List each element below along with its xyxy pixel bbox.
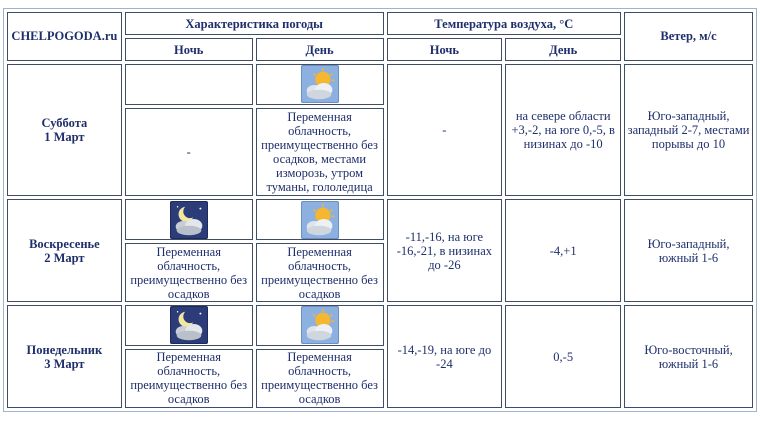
weather-night-header: Ночь: [125, 38, 253, 60]
temp-day-header: День: [505, 38, 621, 60]
day-description: Переменная облачность, преимущественно без осадков, местами изморозь, утром туманы, гололедица: [256, 108, 384, 197]
night-description: -: [125, 108, 253, 197]
day-icon-cell: [256, 305, 384, 346]
partly-cloudy-night-icon: [170, 201, 208, 239]
temp-day-cell: на севере области +3,-2, на юге 0,-5, в низинах до -10: [505, 64, 621, 196]
wind-header: Ветер, м/с: [624, 12, 753, 61]
partly-cloudy-night-icon: [170, 306, 208, 344]
night-icon-cell: [125, 305, 253, 346]
day-name: Суббота: [41, 116, 88, 131]
day-icon-cell: [256, 199, 384, 240]
day-date: 2 Март: [44, 250, 85, 265]
temp-day-cell: 0,-5: [505, 305, 621, 408]
partly-cloudy-day-icon: [301, 65, 339, 103]
day-cell: [7, 64, 122, 196]
temp-night-cell: -11,-16, на юге -16,-21, в низинах до -26: [387, 199, 503, 302]
day-icon-cell: [256, 64, 384, 105]
weather-day-header: День: [256, 38, 384, 60]
night-icon-cell: [125, 199, 253, 240]
forecast-row-saturday: [7, 64, 753, 105]
forecast-row-monday: [7, 305, 753, 346]
wind-cell: Юго-западный, южный 1-6: [624, 199, 753, 302]
night-description: Переменная облачность, преимущественно без осадков: [125, 349, 253, 408]
wind-cell: Юго-западный, западный 2-7, местами порывы до 10: [624, 64, 753, 196]
temp-night-cell: -14,-19, на юге до -24: [387, 305, 503, 408]
night-description: Переменная облачность, преимущественно без осадков: [125, 243, 253, 302]
forecast-row-sunday: [7, 199, 753, 240]
night-icon-cell: [125, 64, 253, 105]
partly-cloudy-day-icon: [301, 201, 339, 239]
temp-night-header: Ночь: [387, 38, 503, 60]
day-cell: [7, 199, 122, 302]
weather-characteristics-header: Характеристика погоды: [125, 12, 384, 35]
day-name: Воскресенье: [29, 236, 100, 251]
wind-cell: Юго-восточный, южный 1-6: [624, 305, 753, 408]
site-brand: CHELPOGODA.ru: [7, 12, 122, 61]
air-temperature-header: Температура воздуха, °С: [387, 12, 622, 35]
day-description: Переменная облачность, преимущественно без осадков: [256, 349, 384, 408]
temp-night-cell: -: [387, 64, 503, 196]
day-date: 3 Март: [44, 356, 85, 371]
day-date: 1 Март: [44, 130, 85, 145]
partly-cloudy-day-icon: [301, 306, 339, 344]
temp-day-cell: -4,+1: [505, 199, 621, 302]
day-description: Переменная облачность, преимущественно без осадков: [256, 243, 384, 302]
day-name: Понедельник: [26, 342, 103, 357]
day-cell: [7, 305, 122, 408]
forecast-table: [3, 8, 757, 412]
